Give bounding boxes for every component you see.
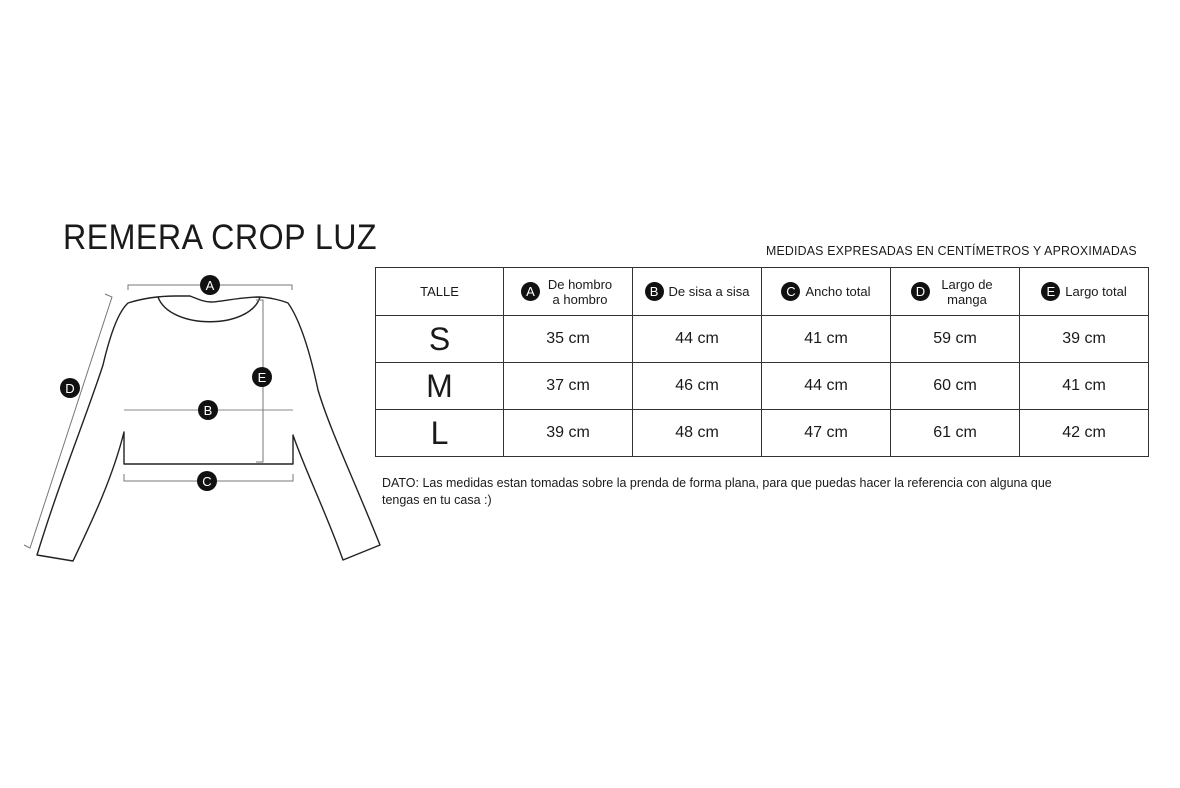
table-cell: 39 cm [504, 410, 633, 457]
header-sleeve: D Largo de manga [891, 268, 1020, 316]
table-cell: 42 cm [1020, 410, 1149, 457]
badge-b-icon: B [645, 282, 664, 301]
badge-d [60, 378, 80, 398]
table-cell: 37 cm [504, 363, 633, 410]
badge-d-icon: D [911, 282, 930, 301]
header-length: E Largo total [1020, 268, 1149, 316]
badge-e [252, 367, 272, 387]
table-cell: 41 cm [1020, 363, 1149, 410]
table-cell: 61 cm [891, 410, 1020, 457]
table-cell: 35 cm [504, 316, 633, 363]
svg-text:D: D [65, 381, 75, 396]
size-label: S [376, 316, 504, 363]
badge-e-icon: E [1041, 282, 1060, 301]
svg-text:B: B [203, 403, 213, 418]
header-chest: B De sisa a sisa [633, 268, 762, 316]
table-row [376, 316, 1149, 363]
header-shoulder: A De hombro a hombro [504, 268, 633, 316]
table-cell: 47 cm [762, 410, 891, 457]
badge-b [198, 400, 218, 420]
table-row [376, 363, 1149, 410]
badge-a [200, 275, 220, 295]
table-cell: 48 cm [633, 410, 762, 457]
size-table [375, 267, 1149, 457]
badge-c-icon: C [781, 282, 800, 301]
badge-a-icon: A [521, 282, 540, 301]
badge-c [197, 471, 217, 491]
header-size: TALLE [376, 268, 504, 316]
svg-text:A: A [205, 278, 215, 293]
table-cell: 44 cm [633, 316, 762, 363]
garment-diagram [0, 0, 400, 600]
table-cell: 39 cm [1020, 316, 1149, 363]
garment-outline [37, 296, 380, 561]
table-header-row [376, 268, 1149, 316]
measurement-note: DATO: Las medidas estan tomadas sobre la prenda de forma plana, para que puedas hacer la referencia con alguna que tengas en tu casa :) [382, 475, 1052, 507]
page-title: REMERA CROP LUZ [63, 218, 378, 257]
units-note: MEDIDAS EXPRESADAS EN CENTÍMETROS Y APROXIMADAS [766, 243, 1137, 258]
size-label: L [376, 410, 504, 457]
table-cell: 46 cm [633, 363, 762, 410]
table-row [376, 410, 1149, 457]
table-cell: 41 cm [762, 316, 891, 363]
header-width: C Ancho total [762, 268, 891, 316]
size-label: M [376, 363, 504, 410]
svg-text:E: E [257, 370, 267, 385]
table-cell: 44 cm [762, 363, 891, 410]
table-cell: 59 cm [891, 316, 1020, 363]
table-cell: 60 cm [891, 363, 1020, 410]
svg-text:C: C [202, 474, 212, 489]
